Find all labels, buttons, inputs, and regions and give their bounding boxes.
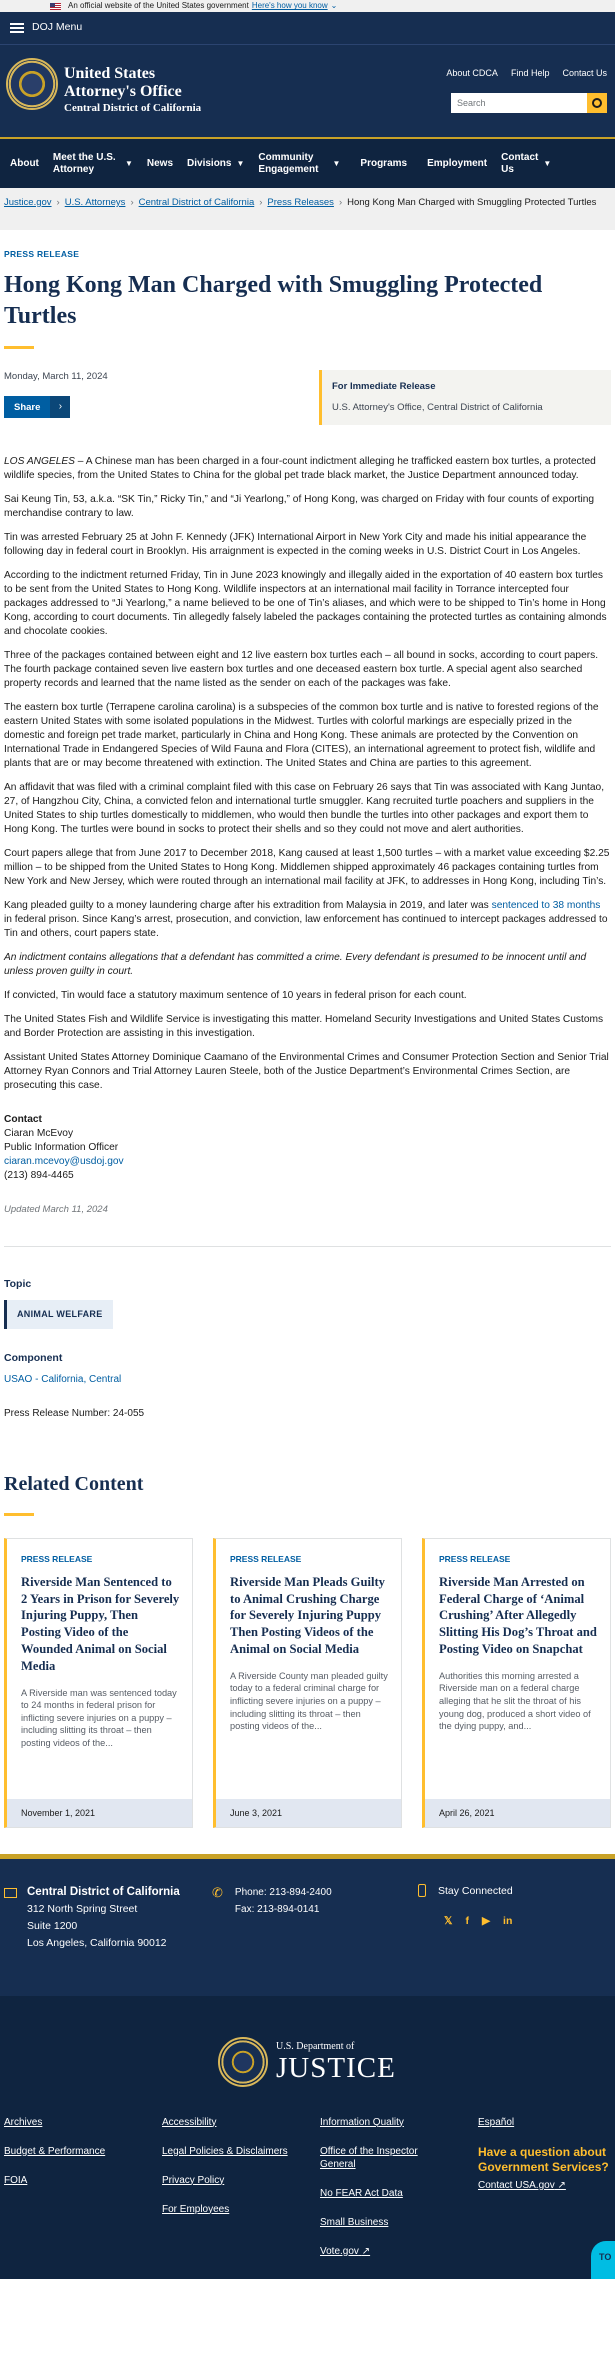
external-link-icon: ↗ — [557, 2179, 566, 2191]
footer-link-legal-policies[interactable]: Legal Policies & Disclaimers — [162, 2145, 288, 2157]
nav-meet-us-attorney[interactable] — [46, 152, 140, 176]
footer-link-vote[interactable] — [320, 2245, 440, 2258]
footer-link-small-business[interactable]: Small Business — [320, 2216, 389, 2228]
release-heading: For Immediate Release — [332, 381, 436, 393]
nav-about-label: About — [10, 157, 39, 169]
contact-usa-link[interactable] — [478, 2179, 615, 2192]
youtube-icon[interactable]: ▶ — [481, 1914, 491, 1927]
nav-contact-us[interactable] — [494, 151, 552, 176]
paragraph: Three of the packages contained between eight and 12 live eastern box turtles each – all bound in socks, according to court papers. The fourth package contained seven live eastern box turtles and one deceased eastern box turtle. A special agent also searched property records and learned that the name listed as the sender on each of the packages was fake. — [4, 650, 599, 690]
footer-link-employees[interactable]: For Employees — [162, 2203, 230, 2215]
hamburger-icon[interactable] — [10, 23, 24, 33]
paragraph: According to the indictment returned Friday, Tin in June 2023 knowingly and illegally aided in the exportation of 40 eastern box turtles to be sent from the United States to Hong Kong. Wildlife inspectors at an international mail facility in Torrance intercepted four packages addressed to “Ji Yearlong,” a name believed to be one of Tin’s aliases, and which were to be shipped to Tin’s home in Hong Kong, according to court documents. Tin allegedly falsely labeled the packages containing the protected turtles as containing almonds and chocolate cookies. — [4, 570, 607, 638]
stay-connected-label: Stay Connected — [438, 1884, 513, 1897]
nav-programs-label: Programs — [360, 157, 408, 169]
footer-link-espanol[interactable]: Español — [478, 2116, 515, 2128]
doj-menu-bar[interactable] — [0, 12, 615, 44]
nav-contact-label: Contact Us — [501, 151, 539, 175]
nav-divisions-label: Divisions — [187, 157, 232, 169]
nav-meet-label: Meet the U.S. Attorney — [52, 151, 116, 175]
paragraph — [4, 899, 611, 941]
card-description: A Riverside man was sentenced today to 24 months in federal prison for inflicting severe injuries on a puppy – including slitting its throat – then posting videos of the... — [21, 1687, 177, 1749]
footer-stay-connected — [418, 1884, 513, 1929]
footer-fax-number: Fax: 213-894-0141 — [234, 1903, 320, 1915]
card-description: A Riverside County man pleaded guilty today to a federal criminal charge for inflicting severe injuries on a puppy – including slitting its throat – then posting videos of the... — [230, 1670, 388, 1732]
breadcrumb-justice-gov[interactable]: Justice.gov — [4, 197, 52, 208]
office-name-line1: United States — [64, 65, 156, 82]
search-form — [451, 93, 607, 113]
contact-heading: Contact — [4, 1114, 42, 1126]
chevron-down-icon: ▼ — [332, 158, 341, 168]
footer-office-name: Central District of California — [27, 1885, 180, 1898]
footer-link-oig[interactable]: Office of the Inspector General — [320, 2145, 418, 2170]
article — [0, 248, 615, 1828]
sentenced-link[interactable]: sentenced to 38 months — [491, 900, 601, 912]
gov-banner — [0, 0, 615, 12]
breadcrumb-current: Hong Kong Man Charged with Smuggling Protected Turtles — [347, 197, 597, 208]
related-cards — [4, 1538, 611, 1828]
related-content-heading: Related Content — [4, 1472, 144, 1495]
utility-links — [446, 67, 607, 80]
card-date: November 1, 2021 — [7, 1799, 192, 1827]
contact-us-link[interactable]: Contact Us — [562, 68, 607, 78]
article-body — [4, 455, 611, 1093]
component-link[interactable]: USAO - California, Central — [4, 1373, 122, 1385]
paragraph: Sai Keung Tin, 53, a.k.a. “SK Tin,” Ricky Tin,” and “Ji Yearlong,” of Hong Kong, was charged on Friday with four counts of exporting merchandise contrary to law. — [4, 494, 595, 520]
paragraph — [4, 455, 611, 483]
card-title[interactable]: Riverside Man Sentenced to 2 Years in Prison for Severely Injuring Puppy, Then Posting Video of the Wounded Animal on Social Media — [21, 1574, 180, 1673]
x-twitter-icon[interactable]: 𝕏 — [444, 1914, 453, 1927]
press-release-number: Press Release Number: 24-055 — [4, 1408, 145, 1420]
office-footer — [0, 1854, 615, 1996]
chevron-down-icon: ▼ — [236, 158, 245, 168]
footer-link-privacy[interactable]: Privacy Policy — [162, 2174, 225, 2186]
updated-date: Updated March 11, 2024 — [4, 1204, 108, 1216]
paragraph: Tin was arrested February 25 at John F. Kennedy (JFK) International Airport in New York City and made his initial appearance the following day in federal court in Brooklyn. His arraignment is expected in the coming weeks in U.S. District Court in Los Angeles. — [4, 532, 587, 558]
heres-how-you-know-link[interactable]: Here's how you know — [251, 1, 328, 11]
nav-divisions[interactable] — [180, 158, 251, 170]
doj-footer — [0, 1996, 615, 2279]
contact-phone: (213) 894-4465 — [4, 1170, 74, 1182]
article-meta — [4, 370, 611, 425]
back-to-top-label: TO — [599, 2251, 612, 2262]
chevron-right-icon: › — [338, 197, 343, 208]
breadcrumb-press-releases[interactable]: Press Releases — [267, 197, 334, 208]
card-date: April 26, 2021 — [425, 1799, 610, 1827]
contact-role: Public Information Officer — [4, 1142, 119, 1154]
vote-link-label: Vote.gov — [320, 2245, 359, 2257]
back-to-top-button[interactable] — [591, 2241, 615, 2279]
divider — [4, 1246, 611, 1247]
phone-icon: ✆ — [212, 1884, 223, 1900]
share-button[interactable] — [4, 396, 108, 418]
component-heading: Component — [4, 1352, 63, 1365]
office-name-line3: Central District of California — [64, 102, 202, 114]
contact-usa-label: Contact USA.gov — [478, 2179, 555, 2191]
doj-seal-logo — [218, 2037, 268, 2087]
usao-seal-logo[interactable] — [6, 58, 58, 110]
nav-about[interactable] — [3, 158, 46, 170]
find-help-link[interactable]: Find Help — [510, 68, 550, 78]
doj-logo[interactable] — [218, 2037, 396, 2087]
paragraph: Court papers allege that from June 2017 to December 2018, Kang caused at least 1,500 turtles – with a market value exceeding $2.25 million – to be shipped from the United States to Hong Kong. Middlemen shipped approximately 46 packages containing turtles from New York and New Jersey, which were routed through an international mail facility at JFK, to addresses in Hong Kong, including Tin’s. — [4, 848, 610, 888]
footer-link-accessibility[interactable]: Accessibility — [162, 2116, 217, 2128]
office-name[interactable] — [64, 65, 201, 115]
nav-community-label: Community Engagement — [258, 151, 319, 175]
gov-services-question: Have a question about Government Services? — [478, 2144, 609, 2174]
card-title[interactable]: Riverside Man Pleads Guilty to Animal Crushing Charge for Severely Injuring Puppy Then Posting Videos of the Animal on Social Media — [230, 1574, 385, 1657]
paragraph-text: Kang pleaded guilty to a money laundering charge after his extradition from Malaysia in 2019, and later was — [4, 900, 492, 912]
main-nav — [0, 137, 615, 188]
footer-phone — [212, 1884, 332, 1918]
linkedin-icon[interactable]: in — [503, 1914, 513, 1927]
about-cdca-link[interactable]: About CDCA — [446, 68, 498, 78]
paragraph: Assistant United States Attorney Dominique Caamano of the Environmental Crimes and Consumer Protection Section and Senior Trial Attorney Ryan Connors and Trial Attorney Lauren Steele, both of the Justice Department’s Environmental Crimes Section, are prosecuting this case. — [4, 1052, 609, 1092]
footer-link-no-fear[interactable]: No FEAR Act Data — [320, 2187, 403, 2199]
envelope-icon — [4, 1888, 17, 1898]
nav-employment[interactable] — [420, 158, 494, 170]
nav-community-engagement[interactable] — [251, 152, 347, 176]
contact-email-link[interactable]: ciaran.mcevoy@usdoj.gov — [4, 1156, 124, 1168]
dateline: LOS ANGELES — [4, 456, 75, 468]
related-card[interactable] — [422, 1538, 611, 1828]
chevron-down-icon: ▼ — [124, 158, 133, 168]
footer-link-budget[interactable]: Budget & Performance — [4, 2145, 106, 2157]
footer-address-line: Suite 1200 — [27, 1919, 78, 1932]
doj-menu-label[interactable]: DOJ Menu — [32, 21, 83, 34]
chevron-down-icon: ▼ — [543, 158, 552, 168]
breadcrumb-cdca[interactable]: Central District of California — [138, 197, 255, 208]
us-flag-icon — [50, 3, 61, 10]
publish-date: Monday, March 11, 2024 — [4, 371, 108, 383]
paragraph: An affidavit that was filed with a criminal complaint filed with this case on February 26 says that Tin was associated with Kang Juntao, 27, of Hangzhou City, China, a convicted felon and international turtle smuggler. Kang recruited turtle poachers and suppliers in the United States to ship turtles domestically to middlemen, who would then bundle the turtles into other packages and export them to Hong Kong. The turtles were bound in socks to protect their shells and so they could not move and alert authorities. — [4, 782, 605, 836]
footer-link-foia[interactable]: FOIA — [4, 2174, 28, 2186]
related-card[interactable] — [213, 1538, 402, 1828]
card-date: June 3, 2021 — [216, 1799, 401, 1827]
nav-news-label: News — [146, 157, 174, 169]
search-input[interactable]: Search — [451, 93, 587, 113]
chevron-right-icon: › — [259, 197, 263, 208]
breadcrumb — [0, 188, 615, 230]
share-label: Share — [4, 396, 50, 418]
social-links — [444, 1914, 513, 1929]
paragraph: The United States Fish and Wildlife Service is investigating this matter. Homeland Security Investigations and United States Customs and Border Protection are assisting in this investigation. — [4, 1014, 604, 1040]
card-kicker: PRESS RELEASE — [230, 1553, 302, 1564]
related-card[interactable] — [4, 1538, 193, 1828]
paragraph-text: in federal prison. Since Kang’s arrest, prosecution, and conviction, law enforcement has continued to intercept packages addressed to Tin and others, court papers state. — [4, 914, 608, 940]
footer-phone-number[interactable]: Phone: 213-894-2400 — [234, 1886, 332, 1898]
footer-address-line: 312 North Spring Street — [27, 1902, 138, 1915]
page-title: Hong Kong Man Charged with Smuggling Protected Turtles — [4, 272, 543, 330]
press-release-kicker: PRESS RELEASE — [4, 249, 80, 259]
footer-address-line: Los Angeles, California 90012 — [27, 1936, 167, 1949]
doj-logo-big: JUSTICE — [276, 2051, 396, 2084]
footer-links — [4, 2116, 615, 2274]
facebook-icon[interactable]: f — [465, 1914, 469, 1927]
site-header — [0, 44, 615, 137]
footer-address — [4, 1884, 180, 1952]
topic-heading: Topic — [4, 1278, 32, 1291]
contact-block — [4, 1113, 611, 1183]
paragraph: If convicted, Tin would face a statutory maximum sentence of 10 years in federal prison for each count. — [4, 990, 467, 1002]
title-divider — [4, 346, 34, 349]
chevron-right-icon: › — [130, 197, 134, 208]
search-button[interactable] — [587, 93, 607, 113]
nav-programs[interactable] — [353, 158, 414, 170]
nav-news[interactable] — [140, 158, 180, 170]
release-office: U.S. Attorney's Office, Central District of California — [332, 402, 543, 414]
footer-link-info-quality[interactable]: Information Quality — [320, 2116, 404, 2128]
external-link-icon: ↗ — [361, 2245, 371, 2257]
related-divider — [4, 1513, 34, 1516]
disclaimer: An indictment contains allegations that a defendant has committed a crime. Every defendant is presumed to be innocent until and unless proven guilty in court. — [4, 952, 587, 978]
doj-logo-small: U.S. Department of — [276, 2040, 355, 2052]
chevron-right-icon: › — [56, 197, 60, 208]
card-kicker: PRESS RELEASE — [21, 1553, 93, 1564]
card-description: Authorities this morning arrested a Riverside man on a federal charge alleging that he slit the throat of his young dog, produced a short video of the dying puppy, and... — [439, 1670, 591, 1732]
contact-name: Ciaran McEvoy — [4, 1128, 74, 1140]
card-kicker: PRESS RELEASE — [439, 1553, 511, 1564]
release-info-box — [319, 370, 611, 425]
paragraph-text: – A Chinese man has been charged in a four-count indictment alleging he trafficked eastern box turtles, a protected wildlife species, from the United States to China for the global pet trade black market, the Justice Department announced today. — [4, 456, 596, 482]
mobile-phone-icon — [418, 1884, 426, 1897]
office-name-line2: Attorney's Office — [64, 83, 182, 100]
paragraph: The eastern box turtle (Terrapene carolina carolina) is a subspecies of the common box turtle and is native to forested regions of the eastern United States with some isolated populations in the Midwest. Turtles with colorful markings are especially prized in the domestic and foreign pet trade market, particularly in China and Hong Kong. These animals are protected by the Convention on International Trade in Endangered Species of Wild Fauna and Flora (CITES), an international agreement to protect fish, wildlife and plants that are or may become threatened with extinction. The United States and China are parties to this agreement. — [4, 702, 599, 770]
nav-employment-label: Employment — [427, 157, 488, 169]
breadcrumb-us-attorneys[interactable]: U.S. Attorneys — [64, 197, 126, 208]
footer-link-archives[interactable]: Archives — [4, 2116, 43, 2128]
topic-tag-animal-welfare[interactable]: ANIMAL WELFARE — [4, 1300, 113, 1329]
chevron-right-icon: › — [50, 396, 70, 418]
gov-banner-text: An official website of the United States government — [68, 1, 249, 11]
card-title[interactable]: Riverside Man Arrested on Federal Charge of ‘Animal Crushing’ After Allegedly Slitting His Dog’s Throat and Posting Video on Snapchat — [439, 1574, 597, 1657]
chevron-down-icon: ⌄ — [330, 1, 338, 11]
